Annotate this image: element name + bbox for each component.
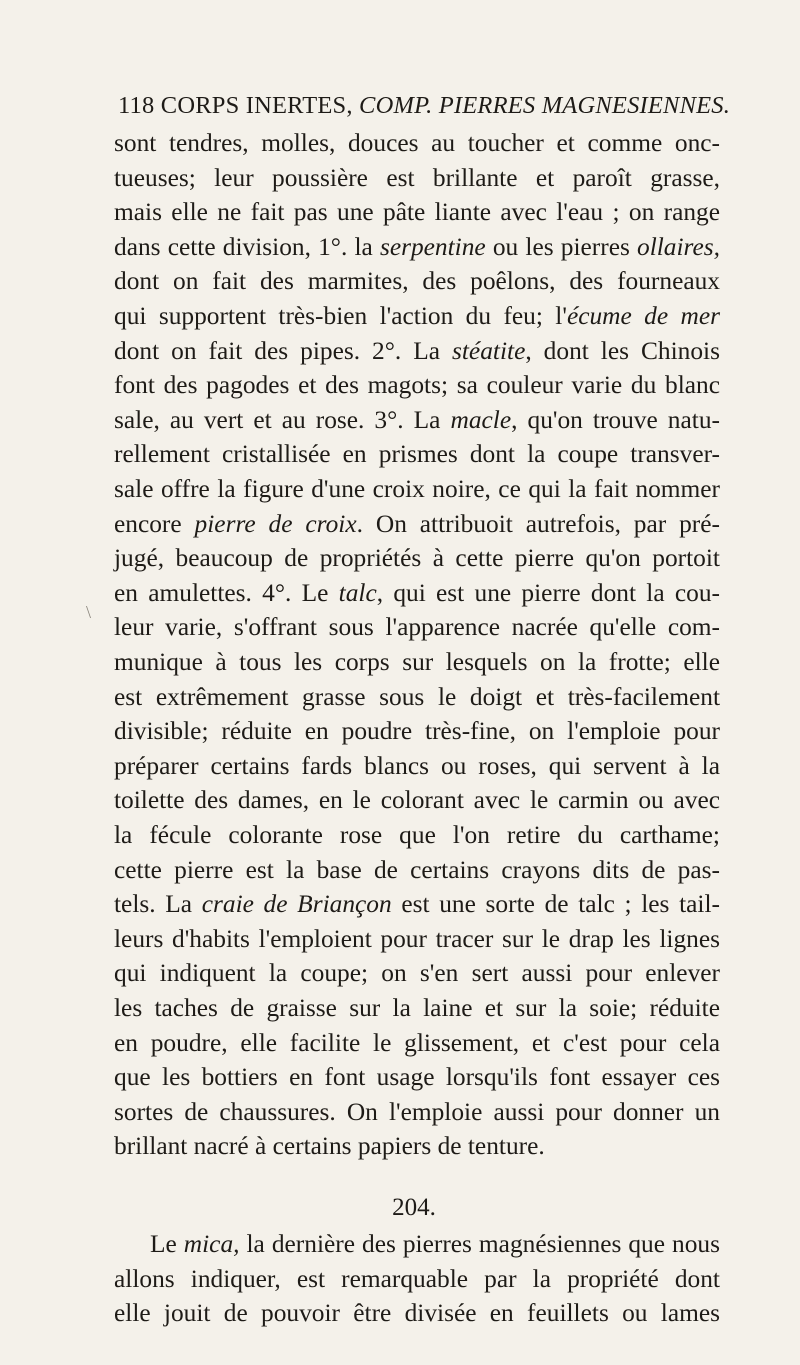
text-run: allons indiquer, est remarquable par la propriété dont <box>114 1264 720 1293</box>
text-run: encore <box>114 509 195 538</box>
text-line <box>114 264 720 298</box>
italic-term: stéatite <box>452 336 526 365</box>
text-run: . On attribuoit autrefois, par pré- <box>356 509 720 538</box>
text-line <box>114 195 720 229</box>
italic-term: mica, <box>183 1230 240 1258</box>
text-line <box>114 1095 720 1129</box>
text-line <box>114 922 720 956</box>
text-line <box>114 576 720 610</box>
text-run: dans cette division, 1°. la <box>114 232 380 261</box>
text-line <box>114 956 720 990</box>
text-run: sale offre la figure d'une croix noire, ce qui la fait nommer <box>114 475 720 503</box>
text-line <box>114 783 720 817</box>
text-run: leurs d'habits l'emploient pour tracer sur le drap les lignes <box>114 924 720 953</box>
text-line <box>114 403 720 437</box>
italic-term: serpentine <box>379 232 486 261</box>
text-run: toilette des dames, en le colorant avec le carmin ou avec <box>114 786 720 815</box>
text-run: , qu'on trouve natu- <box>511 405 720 434</box>
text-run: en poudre, elle facilite le glissement, et c'est pour cela <box>114 1028 720 1057</box>
text-line <box>114 714 720 748</box>
text-line <box>114 818 720 852</box>
page-number: 118 <box>118 92 155 119</box>
text-run: , dont les Chinois <box>525 336 720 365</box>
text-run: la fécule colorante rose que l'on retire du carthame; <box>114 821 720 849</box>
text-line <box>114 1262 720 1296</box>
text-run: les taches de graisse sur la laine et sur la soie; réduite <box>114 994 720 1022</box>
text-line <box>114 887 720 921</box>
text-run: rellement cristallisée en prismes dont la coupe transver- <box>114 440 720 469</box>
text-line <box>114 680 720 714</box>
text-run: que les bottiers en font usage lorsqu'ils font essayer ces <box>114 1063 720 1092</box>
text-line <box>114 472 720 506</box>
text-run: sale, au vert et au rose. 3°. La <box>114 405 451 434</box>
text-run: est extrêmement grasse sous le doigt et très-facilement <box>114 682 720 711</box>
text-line <box>114 1129 720 1163</box>
text-line <box>114 230 720 264</box>
running-title: CORPS INERTES, <box>160 92 353 119</box>
italic-term: macle <box>450 405 512 434</box>
text-run: qui supportent très-bien l'action du feu; l' <box>114 302 567 330</box>
running-header <box>118 92 731 120</box>
italic-term: ollaires, <box>637 232 720 261</box>
italic-term: talc <box>338 578 377 607</box>
text-run: qui indiquent la coupe; on s'en sert aussi pour enlever <box>114 959 720 988</box>
text-run: leur varie, s'offrant sous l'apparence nacrée qu'elle com- <box>114 613 720 642</box>
text-run: tels. La <box>114 890 202 919</box>
text-run: est une sorte de talc ; les tail- <box>391 890 720 919</box>
text-run: préparer certains fards blancs ou roses, qui servent à la <box>114 751 720 780</box>
text-run: dont on fait des marmites, des poêlons, des fourneaux <box>114 267 720 296</box>
text-line <box>114 437 720 471</box>
text-run: , qui est une pierre dont la cou- <box>376 578 720 607</box>
text-line <box>114 507 720 541</box>
running-subtitle: COMP. PIERRES MAGNESIENNES. <box>359 92 731 119</box>
text-run: dont on fait des pipes. 2°. La <box>114 336 452 365</box>
text-line <box>114 610 720 644</box>
text-run: font des pagodes et des magots; sa couleur varie du blanc <box>114 371 720 400</box>
text-run: ou les pierres <box>485 232 637 261</box>
text-run: jugé, beaucoup de propriétés à cette pierre qu'on portoit <box>114 544 720 573</box>
text-line <box>114 541 720 575</box>
text-line <box>114 749 720 783</box>
text-line <box>114 1026 720 1060</box>
text-line <box>114 126 720 160</box>
text-line <box>114 991 720 1025</box>
text-run: elle jouit de pouvoir être divisée en feuillets ou lames <box>114 1299 720 1328</box>
text-line <box>114 299 720 333</box>
text-run: en amulettes. 4°. Le <box>114 578 339 607</box>
text-run: Le <box>150 1230 184 1258</box>
text-line <box>114 368 720 402</box>
text-line <box>114 645 720 679</box>
text-run: mais elle ne fait pas une pâte liante avec l'eau ; on range <box>114 198 720 227</box>
margin-mark: \ <box>86 602 92 622</box>
text-run: brillant nacré à certains papiers de tenture. <box>114 1132 545 1161</box>
text-line <box>114 1060 720 1094</box>
text-run: tueuses; leur poussière est brillante et paroît grasse, <box>114 163 720 192</box>
text-line <box>150 1227 720 1261</box>
text-line <box>114 853 720 887</box>
text-run: sortes de chaussures. On l'emploie aussi pour donner un <box>114 1097 720 1126</box>
text-run: munique à tous les corps sur lesquels on la frotte; elle <box>114 648 720 676</box>
text-run: sont tendres, molles, douces au toucher et comme onc- <box>114 129 720 157</box>
text-run: divisible; réduite en poudre très-fine, on l'emploie pour <box>114 717 720 746</box>
text-line <box>114 334 720 368</box>
text-run: la dernière des pierres magnésiennes que nous <box>239 1230 720 1258</box>
italic-term: craie de Briançon <box>201 890 392 919</box>
text-run: cette pierre est la base de certains crayons dits de pas- <box>114 855 720 884</box>
text-line <box>114 1296 720 1330</box>
italic-term: écume de mer <box>566 302 720 330</box>
section-number: 204. <box>392 1194 436 1221</box>
text-line <box>114 161 720 195</box>
italic-term: pierre de croix <box>194 509 357 538</box>
